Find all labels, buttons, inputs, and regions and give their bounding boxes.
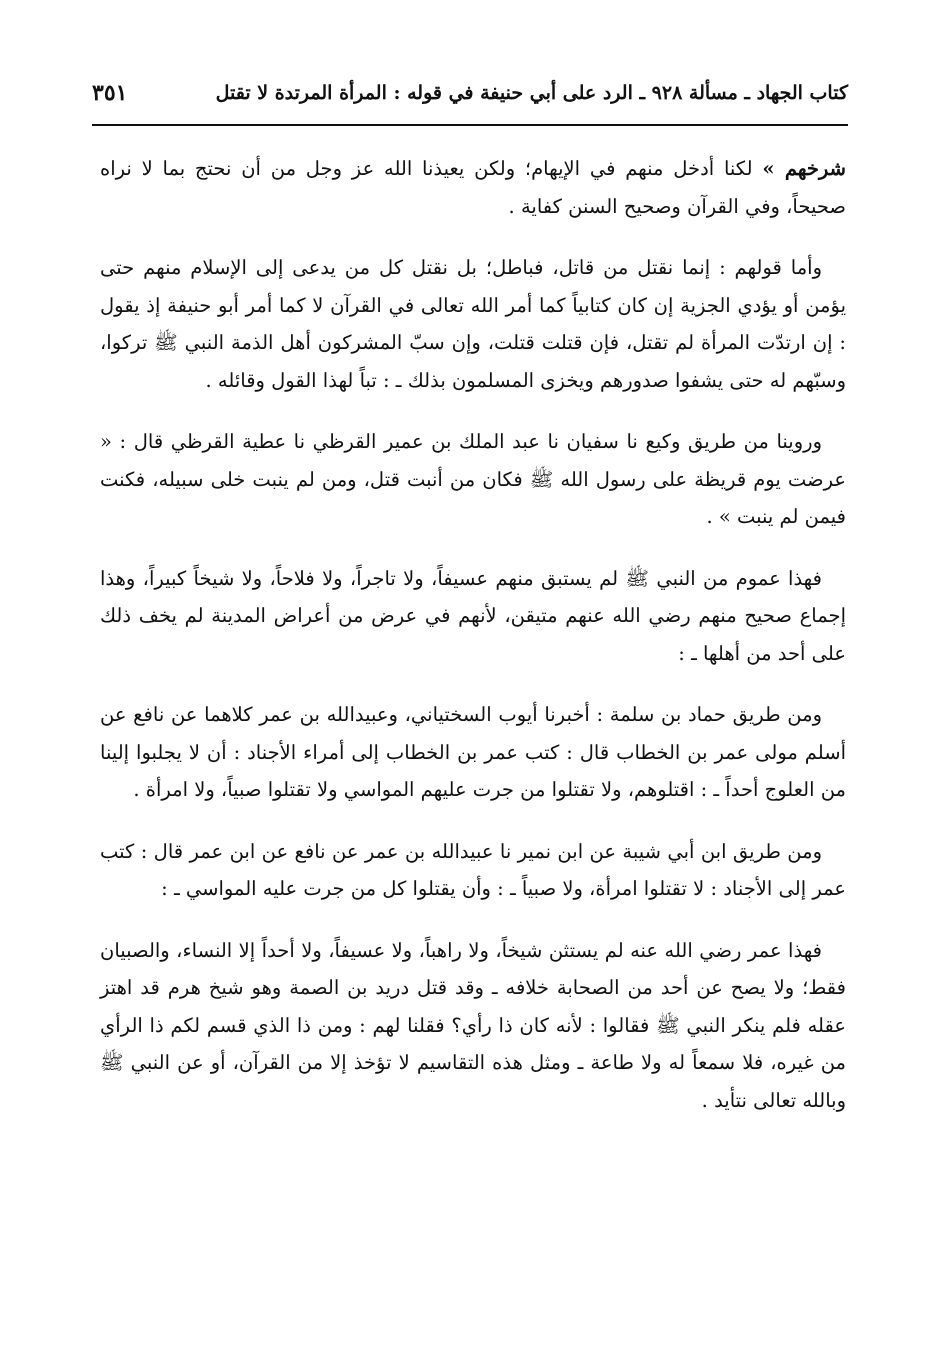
paragraph-3: [100, 423, 846, 536]
paragraph-text: لكنا أدخل منهم في الإيهام؛ ولكن يعيذنا الله عز وجل من أن نحتج بما لا نراه صحيحاً، وفي القرآن وصحيح السنن كفاية .: [100, 157, 846, 218]
paragraph-text: فهذا عمر رضي الله عنه لم يستثن شيخاً، ولا راهباً، ولا عسيفاً، ولا أحداً إلا النساء، والصبيان فقط؛ ولا يصح عن أحد من الصحابة خلافه ـ وقد قتل دريد بن الصمة وهو شيخ هرم قد اهتز عقله فلم ينكر النبي ﷺ فقالوا : لأنه كان ذا رأي؟ فقلنا لهم : ومن ذا الذي قسم لكم ذا الرأي من غيره، فلا سمعاً له ولا طاعة ـ ومثل هذه التقاسيم لا تؤخذ إلا من القرآن، أو عن النبي ﷺ وبالله تعالى نتأيد .: [100, 938, 846, 1112]
paragraph-lead: شرخهم »: [762, 157, 846, 180]
running-title: كتاب الجهاد ـ مسألة ٩٢٨ ـ الرد على أبي حنيفة في قوله : المرأة المرتدة لا تقتل: [215, 82, 848, 104]
paragraph-text: فهذا عموم من النبي ﷺ لم يستبق منهم عسيفاً، ولا تاجراً، ولا فلاحاً، ولا شيخاً كبيراً، وهذا إجماع صحيح منهم رضي الله عنهم متيقن، لأنهم في عرض من أعراض المدينة لم يخف ذلك على أحد من أهلها ـ :: [100, 566, 846, 665]
page-body: [100, 150, 846, 1143]
paragraph-text: وأما قولهم : إنما نقتل من قاتل، فباطل؛ بل نقتل كل من يدعى إلى الإسلام منهم حتى يؤمن أو يؤدي الجزية إن كان كتابياً كما أمر الله تعالى في القرآن لا كما أمر أبو حنيفة إذ يقول : إن ارتدّت المرأة لم تقتل، فإن قتلت قتلت، وإن سبّ المشركون أهل الذمة النبي ﷺ تركوا، وسبّهم له حتى يشفوا صدورهم ويخزى المسلمون بذلك ـ : تباً لهذا القول وقائله .: [100, 256, 846, 392]
paragraph-1: [100, 150, 846, 225]
page-number: ٣٥١: [92, 80, 128, 106]
paragraph-6: [100, 833, 846, 908]
header-rule: [92, 124, 848, 126]
paragraph-text: ومن طريق حماد بن سلمة : أخبرنا أيوب السختياني، وعبيدالله بن عمر كلاهما عن نافع عن أسلم مولى عمر بن الخطاب قال : كتب عمر بن الخطاب إلى أمراء الأجناد : أن لا يجلبوا إلينا من العلوج أحداً ـ : اقتلوهم، ولا تقتلوا من جرت عليهم المواسي ولا تقتلوا صبياً، ولا امرأة .: [100, 703, 846, 801]
paragraph-2: [100, 249, 846, 399]
paragraph-text: ومن طريق ابن أبي شيبة عن ابن نمير نا عبيدالله بن عمر عن نافع عن ابن عمر قال : كتب عمر إلى الأجناد : لا تقتلوا امرأة، ولا صبياً ـ : وأن يقتلوا كل من جرت عليه المواسي ـ :: [100, 839, 846, 900]
running-header: [92, 68, 848, 118]
paragraph-4: [100, 560, 846, 673]
paragraph-text: وروينا من طريق وكيع نا سفيان نا عبد الملك بن عمير القرظي نا عطية القرظي قال : « عرضت يوم قريظة على رسول الله ﷺ فكان من أنبت قتل، ومن لم ينبت خلى سبيله، فكنت فيمن لم ينبت » .: [100, 430, 846, 528]
paragraph-5: [100, 696, 846, 809]
paragraph-7: [100, 932, 846, 1120]
